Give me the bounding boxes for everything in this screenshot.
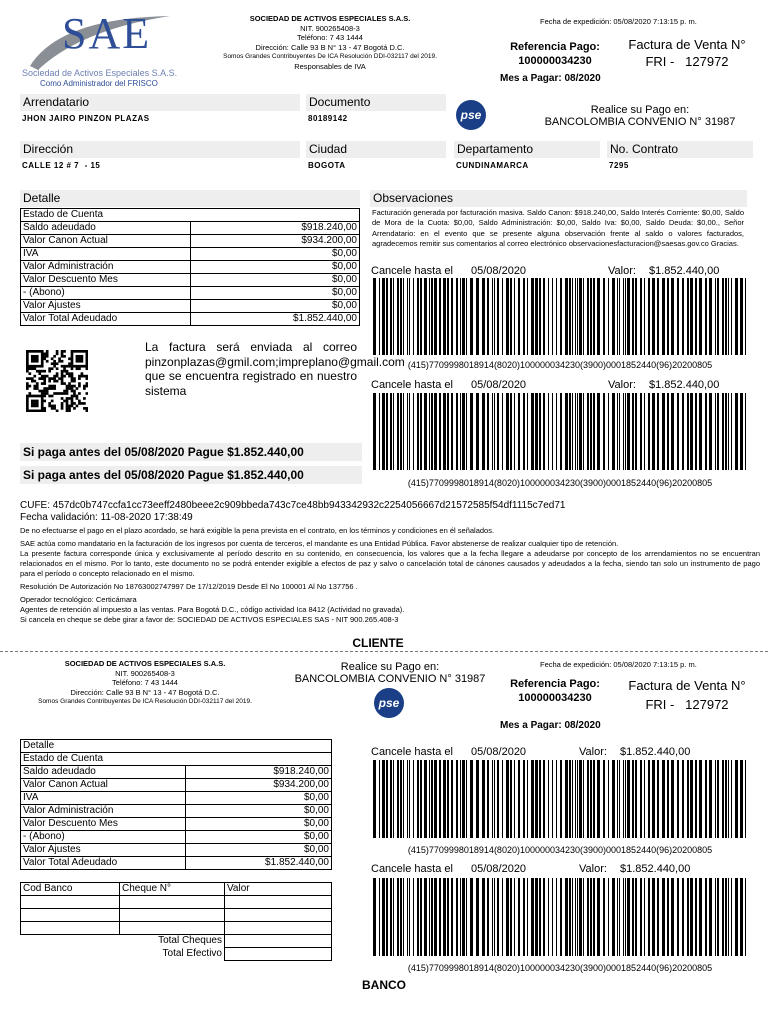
pse-logo: pse <box>456 100 486 130</box>
table-row <box>21 300 360 313</box>
estado-cuenta-title: Estado de Cuenta <box>21 209 360 222</box>
logo-sub1: Sociedad de Activos Especiales S.A.S. <box>22 68 178 78</box>
table-row <box>21 235 360 248</box>
company-phone: Teléfono: 7 43 1444 <box>112 678 178 687</box>
company-ica: Somos Grandes Contribuyentes De ICA Resolución DDI-032117 del 2019. <box>38 698 252 705</box>
factura-box <box>622 36 752 70</box>
departamento-value: CUNDINAMARCA <box>456 161 529 170</box>
estado-cuenta-table <box>20 208 360 326</box>
row-label: Valor Total Adeudado <box>21 857 186 870</box>
valor-value: $1.852.440,00 <box>620 746 691 758</box>
realice-pago <box>520 104 760 128</box>
barcode-4 <box>371 878 749 956</box>
table-row <box>21 948 332 961</box>
legal-line: La presente factura corresponde única y exclusivamente al período descrito en su contenido, en consecuencia, los valores que a la fecha llegare a adeudarse por concepto de los arrendamientos no se encuentran relacionados en el mismo. Por lo tanto, este documento no se podrá entender exigible a efectos de paz y salvo o cancelación total de cánones causados y adeudados a la fecha, siendo tan solo un instrumento de pago para el período o concepto relacionado en el mismo. <box>20 549 760 578</box>
direccion-label: Dirección <box>20 141 300 158</box>
documento-value: 80189142 <box>308 114 348 123</box>
barcode-text-3: (415)7709998018914(8020)100000034230(3900)0001852440(96)20200805 <box>407 845 713 855</box>
row-value: $0,00 <box>191 300 360 313</box>
ref-label: Referencia Pago: <box>510 41 600 53</box>
table-row <box>21 857 332 870</box>
estado-cuenta-table-bottom <box>20 739 332 870</box>
ciudad-label: Ciudad <box>306 141 446 158</box>
pay-before-1: Si paga antes del 05/08/2020 Pague $1.852.440,00 <box>20 443 362 461</box>
pay-before-2: Si paga antes del 05/08/2020 Pague $1.852.440,00 <box>20 466 362 484</box>
company-ica: Somos Grandes Contribuyentes De ICA Resolución DDI-032117 del 2019. <box>223 53 437 60</box>
legal-line: Resolución De Autorización No 18763002747997 De 17/12/2019 Desde El No 100001 Al No 137756 . <box>20 582 358 591</box>
documento-label: Documento <box>306 94 446 111</box>
arrendatario-label: Arrendatario <box>20 94 300 111</box>
cancele-date: 05/08/2020 <box>471 379 527 391</box>
barcode-text-4: (415)7709998018914(8020)100000034230(3900)0001852440(96)20200805 <box>407 963 713 973</box>
company-iva: Responsables de IVA <box>294 61 366 71</box>
table-row <box>21 287 360 300</box>
section-banco: BANCO <box>362 978 406 992</box>
row-value: $0,00 <box>186 818 332 831</box>
ref-value: 100000034230 <box>518 55 592 67</box>
table-row <box>21 818 332 831</box>
table-row <box>21 313 360 326</box>
barcode-text-1: (415)7709998018914(8020)100000034230(3900)0001852440(96)20200805 <box>407 360 713 370</box>
estado-cuenta-title: Estado de Cuenta <box>21 753 332 766</box>
table-row <box>21 909 332 922</box>
company-header <box>200 14 460 71</box>
departamento-label: Departamento <box>454 141 600 158</box>
ref-label: Referencia Pago: <box>510 678 600 690</box>
total-efectivo-cell[interactable] <box>225 948 332 961</box>
row-value: $0,00 <box>186 792 332 805</box>
detalle-label: Detalle <box>21 740 332 753</box>
cheque-header: Cheque N° <box>120 883 225 896</box>
row-label: Valor Ajustes <box>21 844 186 857</box>
mes-pagar <box>500 720 601 731</box>
row-value: $1.852.440,00 <box>186 857 332 870</box>
row-label: - (Abono) <box>21 831 186 844</box>
row-label: Valor Canon Actual <box>21 235 191 248</box>
cancele-date: 05/08/2020 <box>471 863 527 875</box>
row-value: $1.852.440,00 <box>191 313 360 326</box>
barcode-text-2: (415)7709998018914(8020)100000034230(3900)0001852440(96)20200805 <box>407 478 713 488</box>
company-header-bottom <box>20 659 270 707</box>
qr-code <box>26 350 88 412</box>
cufe: CUFE: 457dc0b747ccfa1cc73eeff2480beee2c909bbeda743c7ce48bb943342932c2254056667d21572585f54df1115c7ed71 <box>20 500 566 511</box>
factura-value: FRI - 127972 <box>645 697 729 712</box>
company-name: SOCIEDAD DE ACTIVOS ESPECIALES S.A.S. <box>64 659 226 668</box>
total-cheques-label: Total Cheques <box>21 935 225 948</box>
table-row <box>21 935 332 948</box>
valor-value: $1.852.440,00 <box>649 379 720 391</box>
table-row <box>21 896 332 909</box>
barcode-1 <box>371 278 749 355</box>
table-row <box>21 844 332 857</box>
row-value: $918.240,00 <box>191 222 360 235</box>
mes-value: 08/2020 <box>564 73 601 84</box>
logo-text: SAE <box>62 9 152 58</box>
row-label: Saldo adeudado <box>21 766 186 779</box>
cell[interactable] <box>21 922 120 935</box>
table-row <box>21 209 360 222</box>
table-row <box>21 248 360 261</box>
barcode-3 <box>371 760 749 838</box>
table-row <box>21 740 332 753</box>
row-value: $0,00 <box>186 831 332 844</box>
ref-pago <box>500 40 610 68</box>
total-cheques-cell[interactable] <box>225 935 332 948</box>
valor-label: Valor: <box>608 265 636 277</box>
company-nit: NIT. 900265408-3 <box>115 668 175 678</box>
barcode-info-4 <box>371 863 751 875</box>
row-value: $0,00 <box>191 274 360 287</box>
company-address: Dirección: Calle 93 B N° 13 - 47 Bogotá D.C. <box>255 42 405 52</box>
valor-label: Valor: <box>608 379 636 391</box>
ciudad-value: BOGOTA <box>308 161 346 170</box>
factura-label: Factura de Venta N° <box>628 37 746 52</box>
table-row <box>21 274 360 287</box>
barcode-info-3 <box>371 746 751 758</box>
row-label: IVA <box>21 792 186 805</box>
table-row <box>21 753 332 766</box>
legal-line: Operador tecnológico: Certicámara <box>20 595 137 604</box>
direccion-value: CALLE 12 # 7 - 15 <box>22 161 101 170</box>
valor-header: Valor <box>225 883 332 896</box>
row-label: Valor Descuento Mes <box>21 274 191 287</box>
row-label: Valor Descuento Mes <box>21 818 186 831</box>
row-label: Valor Total Adeudado <box>21 313 191 326</box>
row-label: IVA <box>21 248 191 261</box>
row-label: Valor Canon Actual <box>21 779 186 792</box>
row-label: - (Abono) <box>21 287 191 300</box>
table-row <box>21 779 332 792</box>
factura-value: FRI - 127972 <box>645 54 729 69</box>
contrato-label: No. Contrato <box>607 141 753 158</box>
realice-pago-bottom <box>290 661 490 685</box>
table-row <box>21 831 332 844</box>
cancele-date: 05/08/2020 <box>471 746 527 758</box>
row-value: $0,00 <box>186 805 332 818</box>
cell[interactable] <box>120 922 225 935</box>
company-address: Dirección: Calle 93 B N° 13 - 47 Bogotá D.C. <box>70 687 220 697</box>
table-row <box>21 922 332 935</box>
row-label: Saldo adeudado <box>21 222 191 235</box>
valor-label: Valor: <box>579 863 607 875</box>
fecha-validacion: Fecha validación: 11-08-2020 17:38:49 <box>20 512 193 523</box>
barcode-info-2 <box>371 379 751 391</box>
cell[interactable] <box>225 909 332 922</box>
cancele-label: Cancele hasta el <box>371 265 453 277</box>
cell[interactable] <box>225 896 332 909</box>
factura-label: Factura de Venta N° <box>628 678 746 693</box>
realice-label: Realice su Pago en: <box>590 104 690 116</box>
company-nit: NIT. 900265408-3 <box>300 23 360 33</box>
factura-box <box>622 676 752 714</box>
detalle-label: Detalle <box>20 190 360 207</box>
sae-logo <box>20 8 190 90</box>
cell[interactable] <box>120 909 225 922</box>
row-value: $0,00 <box>191 248 360 261</box>
row-label: Valor Administración <box>21 805 186 818</box>
bank-table <box>20 882 332 961</box>
cancele-label: Cancele hasta el <box>371 379 453 391</box>
cod-banco-header: Cod Banco <box>21 883 120 896</box>
row-value: $0,00 <box>191 261 360 274</box>
realice-bank: BANCOLOMBIA CONVENIO N° 31987 <box>544 116 736 128</box>
observaciones-label: Observaciones <box>370 190 747 207</box>
realice-bank: BANCOLOMBIA CONVENIO N° 31987 <box>294 673 486 685</box>
cut-line <box>0 651 768 652</box>
barcode-info-1 <box>371 265 751 277</box>
company-name: SOCIEDAD DE ACTIVOS ESPECIALES S.A.S. <box>249 14 411 23</box>
ref-value: 100000034230 <box>518 692 592 704</box>
mes-label: Mes a Pagar: <box>500 73 562 84</box>
row-label: Valor Ajustes <box>21 300 191 313</box>
valor-value: $1.852.440,00 <box>649 265 720 277</box>
valor-value: $1.852.440,00 <box>620 863 691 875</box>
table-row <box>21 792 332 805</box>
row-value: $934.200,00 <box>186 779 332 792</box>
email-note: La factura será enviada al correo pinzonplazas@gmil.com;impreplano@gmail.com que se encuentra registrado en nuestro sistema <box>145 340 405 398</box>
cancele-label: Cancele hasta el <box>371 863 453 875</box>
row-value: $0,00 <box>191 287 360 300</box>
legal-line: Agentes de retención al impuesto a las ventas. Para Bogotá D.C., código actividad Ica 8412 (Actividad no gravada). <box>20 605 405 614</box>
company-phone: Teléfono: 7 43 1444 <box>297 33 363 42</box>
cell[interactable] <box>21 909 120 922</box>
observaciones-text: Facturación generada por facturación masiva. Saldo Canon: $918.240,00, Saldo Interés Corriente: $0,00, Saldo de Mora de la Cuota: $0,00, Saldo Administración: $0,00, Saldo Iva: $0,00, Saldo Deuda: $0,00., Señor Arrendatario: en el evento que se presente alguna observación frente al saldo o valores facturados, agradecemos remitir sus comentarios al correo electrónico observacionesfacturacion@saesas.gov.co Gracias. <box>372 208 744 248</box>
barcode-2 <box>371 393 749 470</box>
row-value: $0,00 <box>186 844 332 857</box>
table-row <box>21 805 332 818</box>
cell[interactable] <box>21 896 120 909</box>
legal-line: De no efectuarse el pago en el plazo acordado, se hará exigible la pena prevista en el contrato, en los términos y condiciones en él señalados. <box>20 526 495 535</box>
section-cliente: CLIENTE <box>352 636 404 650</box>
row-label: Valor Administración <box>21 261 191 274</box>
table-row <box>21 883 332 896</box>
fecha-expedicion: Fecha de expedición: 05/08/2020 7:13:15 p. m. <box>540 17 697 26</box>
fecha-expedicion: Fecha de expedición: 05/08/2020 7:13:15 p. m. <box>540 660 697 669</box>
mes-value: 08/2020 <box>564 720 601 731</box>
total-efectivo-label: Total Efectivo <box>21 948 225 961</box>
cancele-date: 05/08/2020 <box>471 265 527 277</box>
legal-line: Si cancela en cheque se debe girar a favor de: SOCIEDAD DE ACTIVOS ESPECIALES SAS - NIT 900.265.408-3 <box>20 615 399 624</box>
pse-logo: pse <box>374 688 404 718</box>
valor-label: Valor: <box>579 746 607 758</box>
realice-label: Realice su Pago en: <box>340 661 440 673</box>
table-row <box>21 261 360 274</box>
ref-pago <box>500 677 610 705</box>
table-row <box>21 222 360 235</box>
cell[interactable] <box>120 896 225 909</box>
mes-label: Mes a Pagar: <box>500 720 562 731</box>
legal-line: SAE actúa como mandatario en la facturación de los ingresos por cuenta de terceros, el mandante es una Entidad Pública. Favor abstenerse de realizar cualquier tipo de retención. <box>20 539 619 548</box>
arrendatario-value: JHON JAIRO PINZON PLAZAS <box>22 114 150 123</box>
contrato-value: 7295 <box>609 161 629 170</box>
cell[interactable] <box>225 922 332 935</box>
row-value: $934.200,00 <box>191 235 360 248</box>
row-value: $918.240,00 <box>186 766 332 779</box>
cancele-label: Cancele hasta el <box>371 746 453 758</box>
table-row <box>21 766 332 779</box>
mes-pagar <box>500 73 601 84</box>
legal-block <box>20 526 760 625</box>
logo-sub2: Como Administrador del FRISCO <box>40 79 158 88</box>
